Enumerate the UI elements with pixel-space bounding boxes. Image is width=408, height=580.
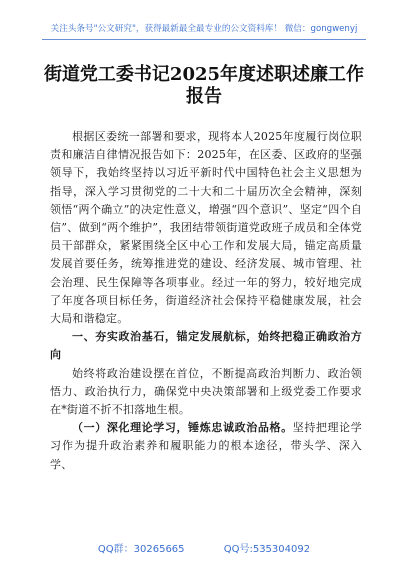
subsection-1-paragraph [50,419,362,474]
document-body [50,128,362,474]
section-1-heading: 一、夯实政治基石，锚定发展航标，始终把稳正确政治方向 [50,330,362,362]
footer-qq-group: QQ群：30265665 [97,544,185,555]
header-divider [42,39,366,40]
footer-qq-number: QQ号:535304092 [223,544,311,555]
subsection-1-heading: （一）深化理论学习，锤炼忠诚政治品格。 [72,421,293,435]
title-line-1: 街道党工委书记2025年度述职述廉工作 [43,64,365,85]
footer-contacts [0,540,408,555]
section-1-paragraph: 始终将政治建设摆在首位，不断提高政治判断力、政治领悟力、政治执行力，确保党中央决策部署和上级党委工作要求在*街道不折不扣落地生根。 [50,366,362,417]
promo-header: 关注头条号"公文研究"，获得最新最全最专业的公文资料库！ 微信：gongwenyj [50,24,358,34]
title-line-2: 报告 [186,86,222,107]
document-title [40,64,368,108]
intro-paragraph: 根据区委统一部署和要求，现将本人2025年度履行岗位职责和廉洁自律情况报告如下：2025年，在区委、区政府的坚强领导下，我始终坚持以习近平新时代中国特色社会主义思想为指导，深入学习贯彻党的二十大和二十届历次全会精神，深刻领悟“两个确立”的决定性意义，增强“四个意识”、坚定“四个自信”、做到“两个维护”，我团结带领街道党政班子成员和全体党员干部群众，紧紧围绕全区中心工作和发展大局，锚定高质量发展首要任务，统筹推进党的建设、经济发展、城市管理、社会治理、民生保障等各项事业。经过一年的努力，较好地完成了年度各项目标任务，街道经济社会保持平稳健康发展，社会大局和谐稳定。 [50,130,362,326]
subsection-1-text: 坚持把理论学习作为提升政治素养和履职能力的根本途径，带头学、深入学、 [50,421,362,471]
